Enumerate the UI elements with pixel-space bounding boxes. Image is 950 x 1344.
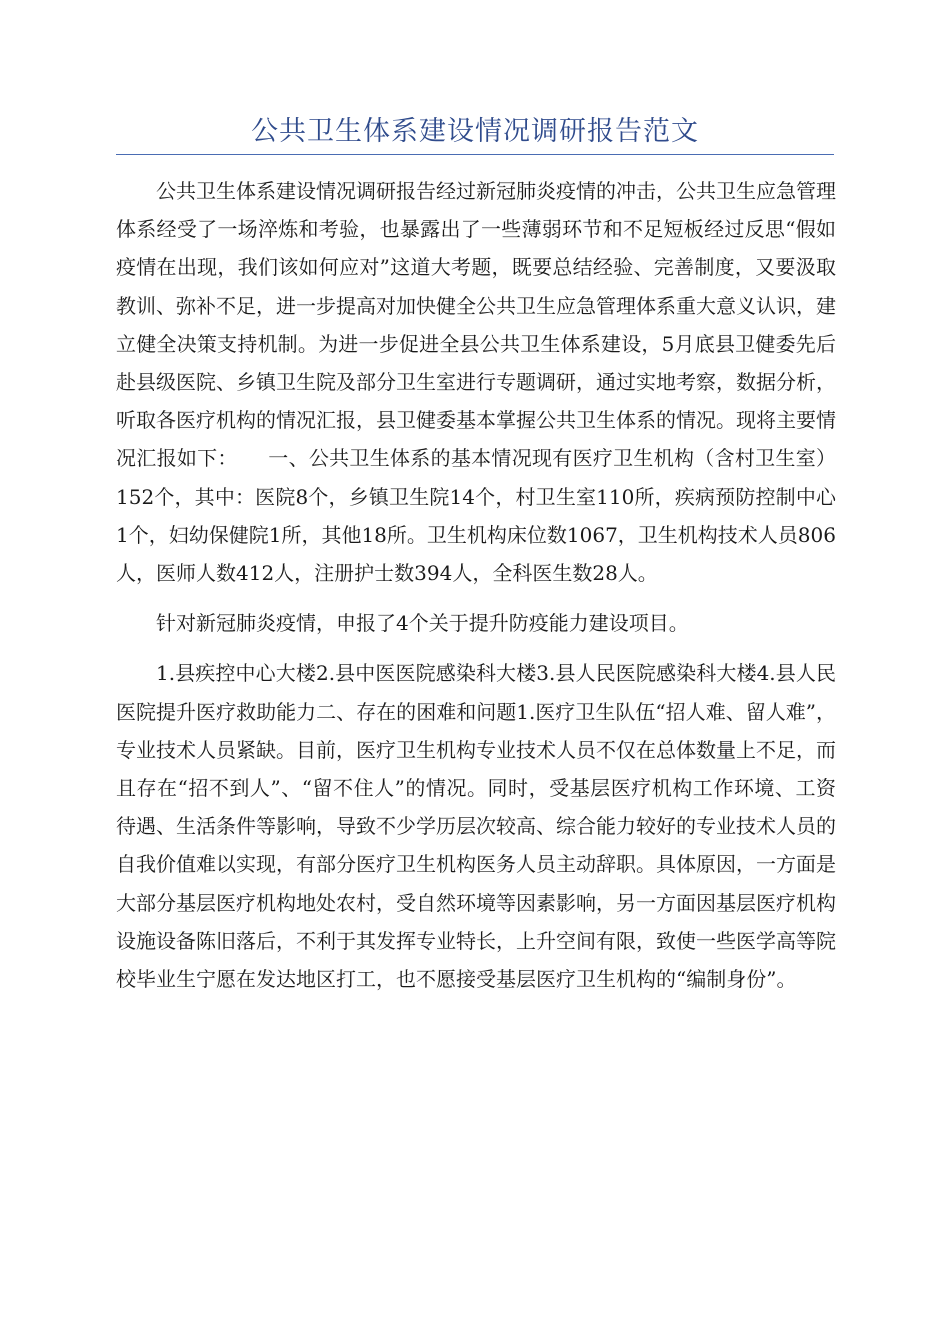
document-body [116,172,836,1010]
paragraph-projects: 针对新冠肺炎疫情，申报了4个关于提升防疫能力建设项目。 [156,611,689,636]
document-title: 公共卫生体系建设情况调研报告范文 [251,116,699,147]
title-underline [116,154,834,155]
paragraph-intro: 公共卫生体系建设情况调研报告经过新冠肺炎疫情的冲击，公共卫生应急管理体系经受了一场淬炼和考验，也暴露出了一些薄弱环节和不足短板经过反思“假如疫情在出现，我们该如何应对”这道大考题，既要总结经验、完善制度，又要汲取教训、弥补不足，进一步提高对加快健全公共卫生应急管理体系重大意义认识，建立健全决策支持机制。为进一步促进全县公共卫生体系建设，5月底县卫健委先后赴县级医院、乡镇卫生院及部分卫生室进行专题调研，通过实地考察，数据分析，听取各医疗机构的情况汇报，县卫健委基本掌握公共卫生体系的情况。现将主要情况汇报如下： 一、公共卫生体系的基本情况现有医疗卫生机构（含村卫生室）152个，其中：医院8个，乡镇卫生院14个，村卫生室110所，疾病预防控制中心1个，妇幼保健院1所，其他18所。卫生机构床位数1067，卫生机构技术人员806人，医师人数412人，注册护士数394人，全科医生数28人。 [116,179,836,586]
paragraph-problems: 1.县疾控中心大楼2.县中医医院感染科大楼3.县人民医院感染科大楼4.县人民医院提升医疗救助能力二、存在的困难和问题1.医疗卫生队伍“招人难、留人难”，专业技术人员紧缺。目前，医疗卫生机构专业技术人员不仅在总体数量上不足，而且存在“招不到人”、“留不住人”的情况。同时，受基层医疗机构工作环境、工资待遇、生活条件等影响，导致不少学历层次较高、综合能力较好的专业技术人员的自我价值难以实现，有部分医疗卫生机构医务人员主动辞职。具体原因，一方面是大部分基层医疗机构地处农村，受自然环境等因素影响，另一方面因基层医疗机构设施设备陈旧落后，不利于其发挥专业特长，上升空间有限，致使一些医学高等院校毕业生宁愿在发达地区打工，也不愿接受基层医疗卫生机构的“编制身份”。 [116,661,836,992]
